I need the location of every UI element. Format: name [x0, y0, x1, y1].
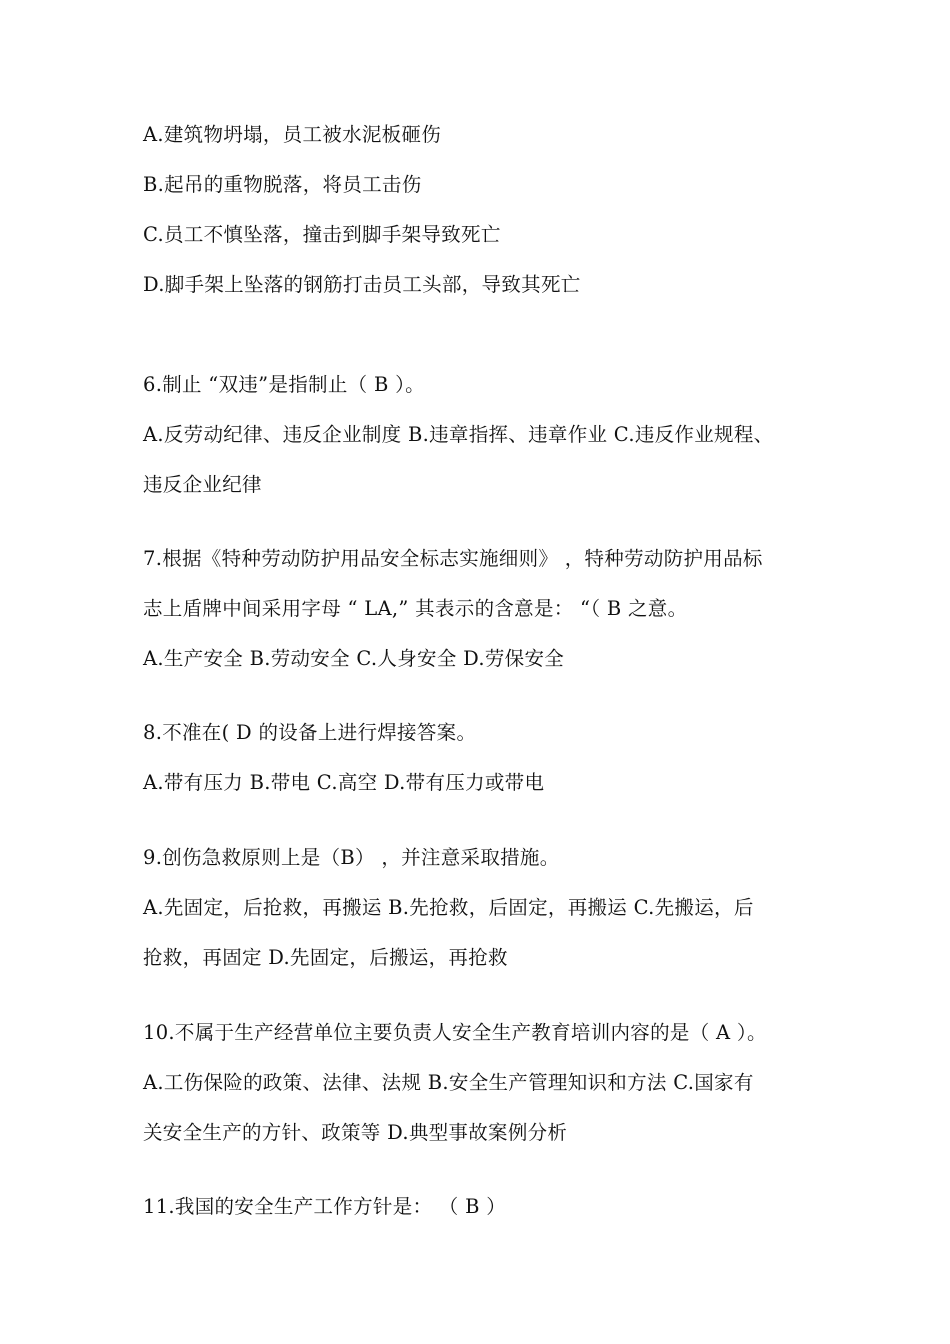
question-10: 10.不属于生产经营单位主要负责人安全生产教育培训内容的是（ A ）。 — [143, 1021, 767, 1044]
option-5c: C.员工不慎坠落，撞击到脚手架导致死亡 — [143, 223, 501, 246]
option-5d: D.脚手架上坠落的钢筋打击员工头部，导致其死亡 — [143, 273, 581, 296]
question-6-options: A.反劳动纪律、违反企业制度 B.违章指挥、违章作业 C.违反作业规程、 — [143, 423, 774, 446]
question-8: 8.不准在( D 的设备上进行焊接答案。 — [143, 721, 477, 744]
question-7-options: A.生产安全 B.劳动安全 C.人身安全 D.劳保安全 — [143, 647, 565, 670]
option-5b: B.起吊的重物脱落，将员工击伤 — [143, 173, 422, 196]
question-9-options: A.先固定，后抢救，再搬运 B.先抢救，后固定，再搬运 C.先搬运，后 — [143, 896, 754, 919]
question-8-options: A.带有压力 B.带电 C.高空 D.带有压力或带电 — [143, 771, 545, 794]
option-5a: A.建筑物坍塌，员工被水泥板砸伤 — [143, 123, 442, 146]
question-10-options: A.工伤保险的政策、法律、法规 B.安全生产管理知识和方法 C.国家有 — [143, 1071, 754, 1094]
question-7: 7.根据《特种劳动防护用品安全标志实施细则》 ，特种劳动防护用品标 — [143, 547, 763, 570]
question-9-options-cont: 抢救，再固定 D.先固定，后搬运，再抢救 — [143, 946, 508, 969]
question-6-options-cont: 违反企业纪律 — [143, 473, 262, 496]
question-7-cont: 志上盾牌中间采用字母 “ LA,” 其表示的含意是： “（ B 之意。 — [143, 597, 688, 620]
question-6: 6.制止 “双违”是指制止（ B ）。 — [143, 373, 425, 396]
question-10-options-cont: 关安全生产的方针、政策等 D.典型事故案例分析 — [143, 1121, 568, 1144]
question-9: 9.创伤急救原则上是（B） ，并注意采取措施。 — [143, 846, 560, 869]
question-11: 11.我国的安全生产工作方针是： （ B ） — [143, 1195, 507, 1218]
